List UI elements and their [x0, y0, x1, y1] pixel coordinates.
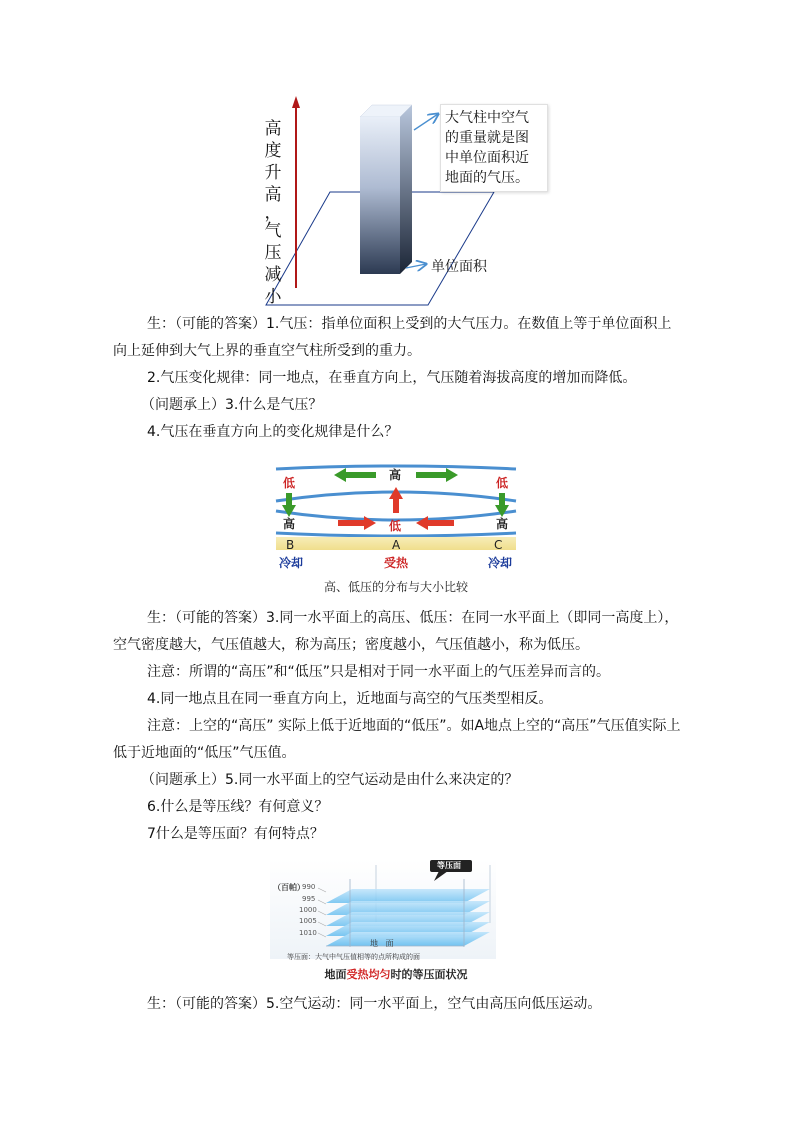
isobaric-tag-label: 等压面 [437, 861, 461, 870]
label-low-right: 低 [496, 476, 509, 490]
vertical-char: 高 [264, 119, 282, 139]
callout-line: 中单位面积近 [445, 150, 529, 166]
figure2-caption: 高、低压的分布与大小比较 [323, 580, 468, 594]
point-label-b: B [286, 538, 295, 552]
label-high-top: 高 [389, 468, 402, 482]
vertical-char: 减 [264, 265, 282, 285]
height-arrow-head [292, 96, 300, 108]
callout-line: 大气柱中空气 [445, 110, 529, 126]
answer-paragraph-5: 生：（可能的答案）3.同一水平面上的高压、低压：在同一水平面上（即同一高度上），空气密度越大，气压值越大，称为高压；密度越小，气压值越小，称为低压。 [113, 610, 679, 653]
vertical-char: 压 [264, 243, 282, 263]
label-low-left: 低 [283, 476, 296, 490]
callout-line: 的重量就是图 [445, 130, 529, 146]
level-label-1005: 1005 [299, 917, 317, 925]
ground-label: 地 面 [370, 939, 394, 948]
caption-prefix: 地面 [324, 968, 347, 981]
vertical-char: 度 [264, 141, 282, 161]
arrow-top-left [334, 468, 376, 482]
isobaric-note: 等压面：大气中气压值相等的点所构成的面 [287, 953, 420, 961]
unit-area-label: 单位面积 [431, 259, 487, 275]
label-high-left: 高 [283, 517, 296, 531]
answer-paragraph-12: 生：（可能的答案）5.空气运动：同一水平面上，空气由高压向低压运动。 [147, 996, 602, 1012]
caption-highlight: 受热均匀 [346, 968, 391, 981]
arrow-top-right [416, 468, 458, 482]
air-column-side [400, 105, 412, 274]
vertical-char: 气 [264, 221, 282, 241]
status-heated-center: 受热 [384, 556, 409, 570]
level-label-1010: 1010 [299, 929, 317, 937]
vertical-label [262, 118, 284, 308]
level-label-995: 995 [302, 895, 316, 903]
vertical-char: ， [264, 203, 282, 223]
callout-line: 地面的气压。 [445, 170, 529, 186]
callout-box [440, 104, 548, 192]
note-paragraph-6: 注意：所谓的“高压”和“低压”只是相对于同一水平面上的气压差异而言的。 [147, 664, 611, 680]
unit-label: （百帕） [273, 883, 305, 892]
level-label-990: 990 [302, 883, 316, 891]
vertical-char: 小 [264, 287, 282, 307]
point-label-c: C [494, 538, 503, 552]
note-paragraph-8: 注意：上空的“高压” 实际上低于近地面的“低压”。如A地点上空的“高压”气压值实际上低于近地面的“低压”气压值。 [113, 718, 681, 761]
label-low-center: 低 [389, 519, 402, 533]
status-cooling-left: 冷却 [279, 556, 304, 570]
caption-suffix: 时的等压面状况 [390, 968, 468, 981]
point-label-a: A [392, 538, 401, 552]
callout-arrow [414, 114, 438, 130]
question-paragraph-11: 7什么是等压面？有何特点？ [147, 826, 324, 842]
question-paragraph-9: （问题承上）5.同一水平面上的空气运动是由什么来决定的？ [141, 772, 519, 788]
rule-paragraph-2: 2.气压变化规律：同一地点，在垂直方向上，气压随着海拔高度的增加而降低。 [147, 370, 637, 386]
level-label-1000: 1000 [299, 906, 317, 914]
isobaric-plate-990 [326, 889, 490, 903]
question-paragraph-3: （问题承上）3.什么是气压？ [141, 397, 323, 413]
label-high-right: 高 [496, 517, 509, 531]
figure3-caption [276, 966, 516, 982]
air-column-front [360, 117, 400, 274]
answer-paragraph-1: 生：（可能的答案）1.气压：指单位面积上受到的大气压力。在数值上等于单位面积上向上延伸到大气上界的垂直空气柱所受到的重力。 [113, 316, 672, 359]
isobaric-plate-1010 [326, 932, 490, 946]
vertical-char: 升 [264, 163, 282, 183]
status-cooling-right: 冷却 [488, 556, 513, 570]
vertical-char: 高 [264, 185, 282, 205]
question-paragraph-10: 6.什么是等压线？有何意义？ [147, 799, 329, 815]
question-paragraph-4: 4.气压在垂直方向上的变化规律是什么？ [147, 424, 399, 440]
point-paragraph-7: 4.同一地点且在同一垂直方向上，近地面与高空的气压类型相反。 [147, 691, 553, 707]
air-column-diagram [0, 0, 794, 320]
